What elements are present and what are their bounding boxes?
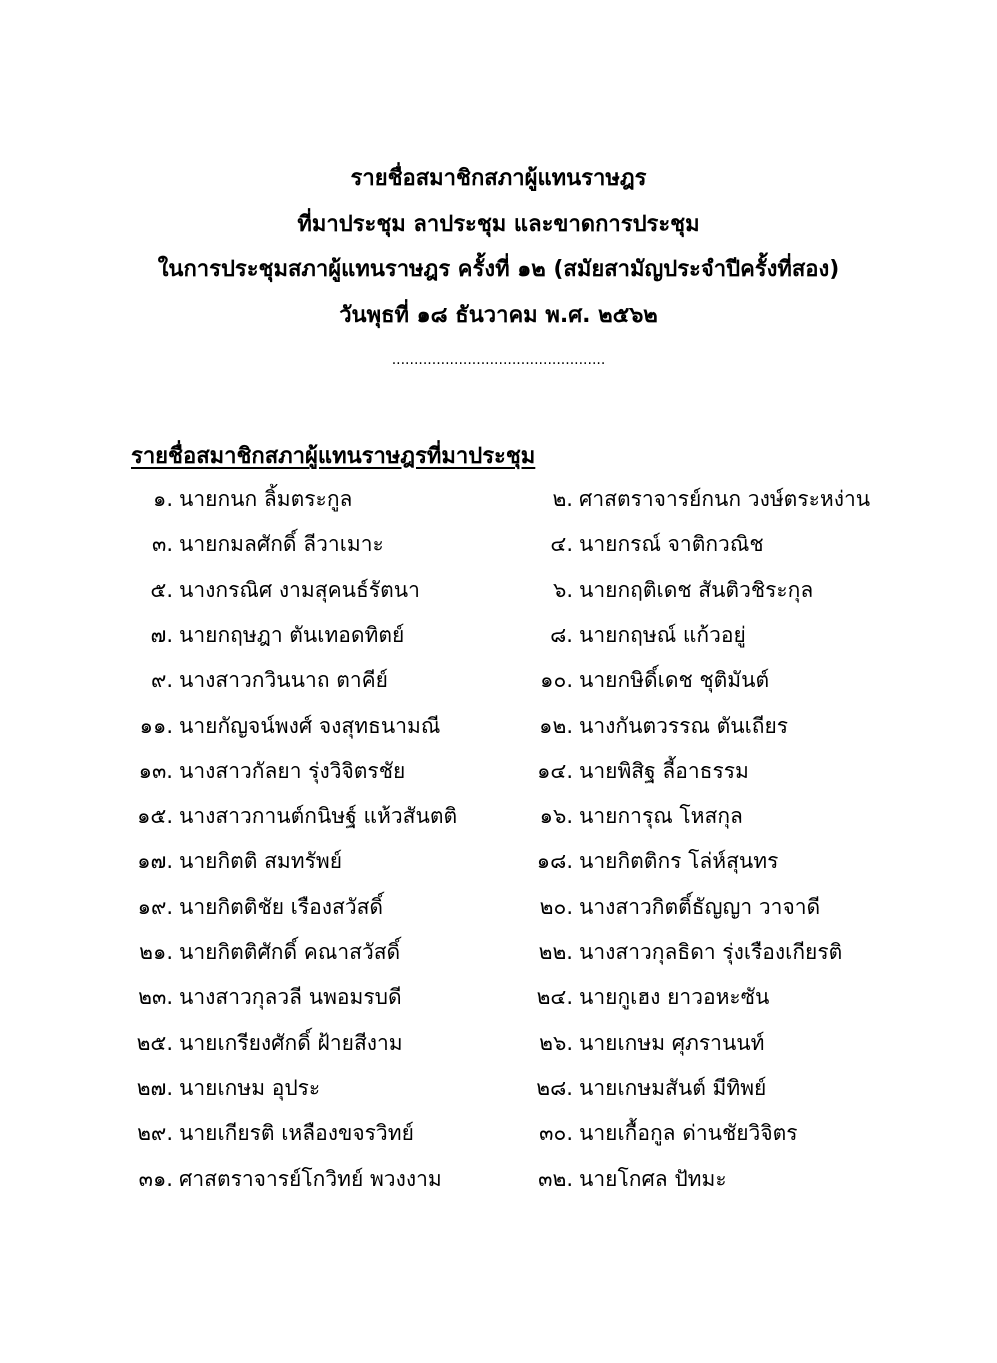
member-row (531, 664, 769, 697)
member-row (531, 891, 820, 924)
member-number: ๕. (150, 578, 173, 602)
member-row (131, 800, 457, 833)
member-number: ๑๘. (536, 849, 573, 873)
member-row (531, 1072, 766, 1105)
section-heading: รายชื่อสมาชิกสภาผู้แทนราษฎรที่มาประชุม (131, 444, 536, 469)
member-number: ๓๐. (539, 1121, 573, 1145)
member-number: ๒๔. (536, 985, 573, 1009)
member-row (531, 1027, 765, 1060)
member-row (531, 981, 769, 1014)
member-row (131, 1072, 320, 1105)
member-name: นางกรณิศ งามสุคนธ์รัตนา (179, 578, 420, 602)
member-number: ๑๙. (137, 895, 173, 919)
title-line-4: วันพุธที่ ๑๘ ธันวาคม พ.ศ. ๒๕๖๒ (339, 303, 658, 328)
member-name: ศาสตราจารย์โกวิทย์ พวงงาม (179, 1167, 442, 1191)
member-number: ๑๓. (138, 759, 173, 783)
member-number: ๒๐. (539, 895, 573, 919)
member-number: ๑๗. (137, 849, 173, 873)
member-name: ศาสตราจารย์กนก วงษ์ตระหง่าน (579, 487, 871, 511)
member-row (531, 710, 788, 743)
member-name: นางสาวกวินนาถ ตาคีย์ (179, 668, 388, 692)
member-name: นายเกษม อุประ (179, 1076, 321, 1100)
member-name: นายกฤษณ์ แก้วอยู่ (579, 623, 746, 647)
member-row (531, 1163, 727, 1196)
member-row (131, 1117, 414, 1150)
member-number: ๒๘. (536, 1076, 573, 1100)
member-number: ๒. (552, 487, 573, 511)
member-row (531, 619, 746, 652)
member-row (131, 755, 405, 788)
member-name: นายกษิดิ์เดช ชุติมันต์ (579, 668, 770, 692)
member-row (131, 981, 402, 1014)
member-row (531, 755, 749, 788)
member-row (131, 528, 384, 561)
member-number: ๒๕. (136, 1031, 173, 1055)
member-number: ๘. (550, 623, 573, 647)
member-row (131, 845, 342, 878)
member-number: ๑๕. (137, 804, 173, 828)
member-number: ๑. (152, 487, 173, 511)
member-name: นายเกษม ศุภรานนท์ (579, 1031, 765, 1055)
member-row (131, 891, 383, 924)
member-number: ๓. (151, 532, 173, 556)
member-name: นายเกรียงศักดิ์ ฝ้ายสีงาม (179, 1031, 403, 1055)
member-name: นายโกศล ปัทมะ (579, 1167, 727, 1191)
member-number: ๒๑. (139, 940, 173, 964)
member-name: นางกันตวรรณ ตันเถียร (579, 714, 789, 738)
member-name: นายพิสิฐ ลี้อาธรรม (579, 759, 749, 783)
member-number: ๑๔. (537, 759, 573, 783)
member-number: ๒๓. (138, 985, 173, 1009)
member-number: ๒๒. (538, 940, 573, 964)
member-number: ๖. (552, 578, 573, 602)
member-number: ๑๐. (540, 668, 573, 692)
member-name: นายกมลศักดิ์ ลีวาเมาะ (179, 532, 384, 556)
title-line-3: ในการประชุมสภาผู้แทนราษฎร ครั้งที่ ๑๒ (สมัยสามัญประจำปีครั้งที่สอง) (157, 257, 840, 282)
member-name: นางสาวกุลธิดา รุ่งเรืองเกียรติ (579, 940, 843, 964)
member-number: ๑๒. (539, 714, 573, 738)
member-name: นายการุณ โหสกุล (579, 804, 743, 828)
member-row (531, 800, 743, 833)
member-number: ๒๗. (136, 1076, 173, 1100)
member-row (131, 1027, 403, 1060)
member-row (131, 664, 388, 697)
member-name: นายเกษมสันต์ มีทิพย์ (579, 1076, 767, 1100)
member-row (531, 528, 764, 561)
member-row (531, 483, 870, 516)
member-row (531, 936, 842, 969)
member-row (531, 1117, 798, 1150)
member-name: นายกิตติกร โล่ห์สุนทร (579, 849, 779, 873)
title-line-2: ที่มาประชุม ลาประชุม และขาดการประชุม (297, 212, 700, 237)
member-name: นางสาวกิตติ์ธัญญา วาจาดี (579, 895, 821, 919)
member-name: นายกูเฮง ยาวอหะซัน (579, 985, 770, 1009)
member-number: ๑๑. (139, 714, 173, 738)
member-name: นางสาวกุลวลี นพอมรบดี (179, 985, 402, 1009)
member-row (131, 936, 400, 969)
member-name: นายกนก ลิ้มตระกูล (179, 487, 353, 511)
member-row (131, 483, 352, 516)
member-number: ๙. (150, 668, 173, 692)
member-number: ๒๖. (539, 1031, 573, 1055)
member-name: นางสาวกานต์กนิษฐ์ แห้วสันตติ (179, 804, 458, 828)
member-name: นายเกียรติ เหลืองขจรวิทย์ (179, 1121, 414, 1145)
member-row (131, 710, 440, 743)
member-row (131, 619, 404, 652)
member-name: นายกฤษฎา ตันเทอดทิตย์ (179, 623, 405, 647)
member-number: ๓๒. (538, 1167, 573, 1191)
member-number: ๓๑. (138, 1167, 173, 1191)
member-name: นายกรณ์ จาติกวณิช (579, 532, 764, 556)
member-name: นายกัญจน์พงศ์ จงสุทธนามณี (179, 714, 441, 738)
member-name: นายกิตติศักดิ์ คณาสวัสดิ์ (179, 940, 401, 964)
member-row (131, 574, 420, 607)
dotted-separator: ................................................ (391, 352, 606, 368)
member-number: ๔. (550, 532, 573, 556)
member-name: นายกิตติชัย เรืองสวัสดิ์ (179, 895, 384, 919)
member-name: นายเกื้อกูล ด่านชัยวิจิตร (579, 1121, 798, 1145)
member-row (131, 1163, 442, 1196)
member-number: ๗. (150, 623, 173, 647)
member-name: นายกฤติเดช สันติวชิระกุล (579, 578, 814, 602)
member-name: นายกิตติ สมทรัพย์ (179, 849, 343, 873)
member-name: นางสาวกัลยา รุ่งวิจิตรชัย (179, 759, 406, 783)
title-line-1: รายชื่อสมาชิกสภาผู้แทนราษฎร (350, 166, 647, 191)
member-number: ๒๙. (137, 1121, 173, 1145)
member-row (531, 845, 778, 878)
member-row (531, 574, 813, 607)
member-number: ๑๖. (539, 804, 573, 828)
